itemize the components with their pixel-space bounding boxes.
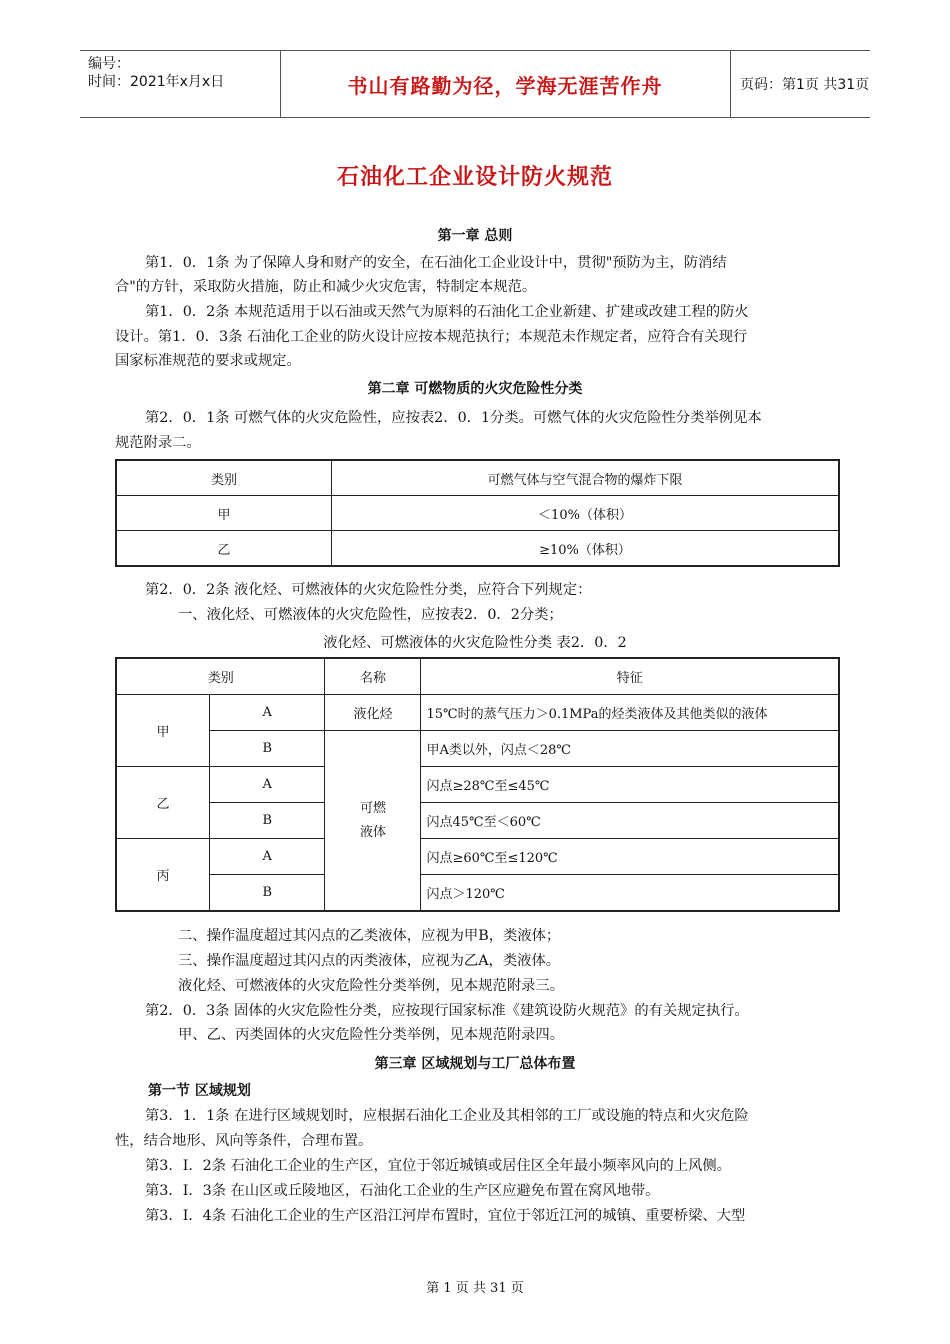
table-cell: 甲A类以外，闪点＜28℃ [421, 731, 839, 767]
paragraph: 第3．I．4条 石油化工企业的生产区沿江河岸布置时，宜位于邻近江河的城镇、重要桥梁、大型 [145, 1208, 746, 1224]
paragraph: 第2．0．3条 固体的火灾危险性分类，应按现行国家标准《建筑设防火规范》的有关规定执行。 [145, 1003, 749, 1019]
page-header [80, 50, 870, 118]
table-row [116, 803, 839, 839]
table-row [116, 695, 839, 731]
table-header-cell: 特征 [421, 658, 839, 695]
table-cell: 15℃时的蒸气压力＞0.1MPa的烃类液体及其他类似的液体 [421, 695, 839, 731]
table-cell: A [210, 695, 325, 731]
paragraph: 合"的方针，采取防火措施，防止和减少火灾危害，特制定本规范。 [115, 279, 537, 295]
paragraph: 第3．I．3条 在山区或丘陵地区，石油化工企业的生产区应避免布置在窝风地带。 [145, 1183, 660, 1199]
table-header-row [116, 460, 839, 496]
table-row [116, 875, 839, 912]
table-cell: B [210, 875, 325, 912]
table-cell: 闪点＞120℃ [421, 875, 839, 912]
section-heading: 第一节 区域规划 [148, 1083, 251, 1099]
table-cell: 闪点≥60℃至≤120℃ [421, 839, 839, 875]
table-row [116, 531, 839, 567]
table-cell: 液化烃 [325, 695, 421, 731]
table-row [116, 839, 839, 875]
table-cell: 闪点45℃至＜60℃ [421, 803, 839, 839]
header-page-cell [730, 51, 870, 117]
table-header-cell: 类别 [116, 658, 325, 695]
paragraph: 液化烃、可燃液体的火灾危险性分类举例，见本规范附录三。 [178, 978, 565, 994]
header-motto: 书山有路勤为径，学海无涯苦作舟 [347, 73, 663, 98]
table-cell: 甲 [116, 695, 210, 767]
page-footer: 第 1 页 共 31 页 [426, 1281, 524, 1296]
paragraph: 第1．0．1条 为了保障人身和财产的安全，在石油化工企业设计中，贯彻"预防为主，防消结 [145, 255, 727, 271]
table-header-row [116, 658, 839, 695]
table-cell: 甲 [116, 496, 332, 531]
table-header-cell: 可燃气体与空气混合物的爆炸下限 [332, 460, 840, 496]
table-row [116, 731, 839, 767]
table-cell: A [210, 839, 325, 875]
table-caption: 液化烃、可燃液体的火灾危险性分类 表2．0．2 [323, 635, 627, 651]
chapter-2-heading: 第二章 可燃物质的火灾危险性分类 [367, 381, 583, 397]
paragraph: 性，结合地形、风向等条件，合理布置。 [115, 1133, 373, 1149]
paragraph: 第1．0．2条 本规范适用于以石油或天然气为原料的石油化工企业新建、扩建或改建工程的防火 [145, 304, 749, 320]
paragraph: 一、液化烃、可燃液体的火灾危险性，应按表2．0．2分类； [178, 607, 563, 623]
table-cell [325, 731, 421, 912]
table-cell: A [210, 767, 325, 803]
document-title: 石油化工企业设计防火规范 [336, 164, 613, 190]
paragraph: 规范附录二。 [115, 435, 201, 451]
table-header-cell: 名称 [325, 658, 421, 695]
paragraph: 三、操作温度超过其闪点的丙类液体，应视为乙A，类液体。 [178, 953, 561, 969]
chapter-3-heading: 第三章 区域规划与工厂总体布置 [374, 1056, 576, 1072]
paragraph: 国家标准规范的要求或规定。 [115, 353, 301, 369]
chapter-1-heading: 第一章 总则 [437, 228, 513, 244]
table-cell: 闪点≥28℃至≤45℃ [421, 767, 839, 803]
table-row [116, 767, 839, 803]
table-cell-text: 可燃 [359, 800, 386, 816]
paragraph: 第2．0．1条 可燃气体的火灾危险性，应按表2．0．1分类。可燃气体的火灾危险性分类举例见本 [145, 410, 762, 426]
paragraph: 设计。第1．0．3条 石油化工企业的防火设计应按本规范执行；本规范未作规定者，应符合有关现行 [115, 329, 748, 345]
table-cell: 丙 [116, 839, 210, 912]
table-cell-text: 液体 [359, 824, 386, 840]
paragraph: 甲、乙、丙类固体的火灾危险性分类举例，见本规范附录四。 [178, 1027, 565, 1043]
document-time: 时间：2021年x月x日 [88, 74, 225, 90]
header-meta [80, 51, 281, 117]
paragraph: 二、操作温度超过其闪点的乙类液体，应视为甲B，类液体； [178, 928, 561, 944]
table-cell: B [210, 731, 325, 767]
table-cell: 乙 [116, 531, 332, 567]
header-page-info: 页码：第1页 共31页 [740, 77, 870, 93]
table-header-cell: 类别 [116, 460, 332, 496]
table-cell: ≥10%（体积） [332, 531, 840, 567]
table-row [116, 496, 839, 531]
paragraph: 第3．I．2条 石油化工企业的生产区，宜位于邻近城镇或居住区全年最小频率风向的上风侧。 [145, 1158, 731, 1174]
table-cell: ＜10%（体积） [332, 496, 840, 531]
document-number-label: 编号： [88, 56, 130, 72]
liquid-hazard-table [115, 657, 840, 912]
paragraph: 第3．1．1条 在进行区域规划时，应根据石油化工企业及其相邻的工厂或设施的特点和火灾危险 [145, 1108, 749, 1124]
table-cell: B [210, 803, 325, 839]
table-cell: 乙 [116, 767, 210, 839]
gas-hazard-table [115, 459, 840, 567]
paragraph: 第2．0．2条 液化烃、可燃液体的火灾危险性分类，应符合下列规定： [145, 582, 592, 598]
header-motto-cell [280, 51, 731, 117]
